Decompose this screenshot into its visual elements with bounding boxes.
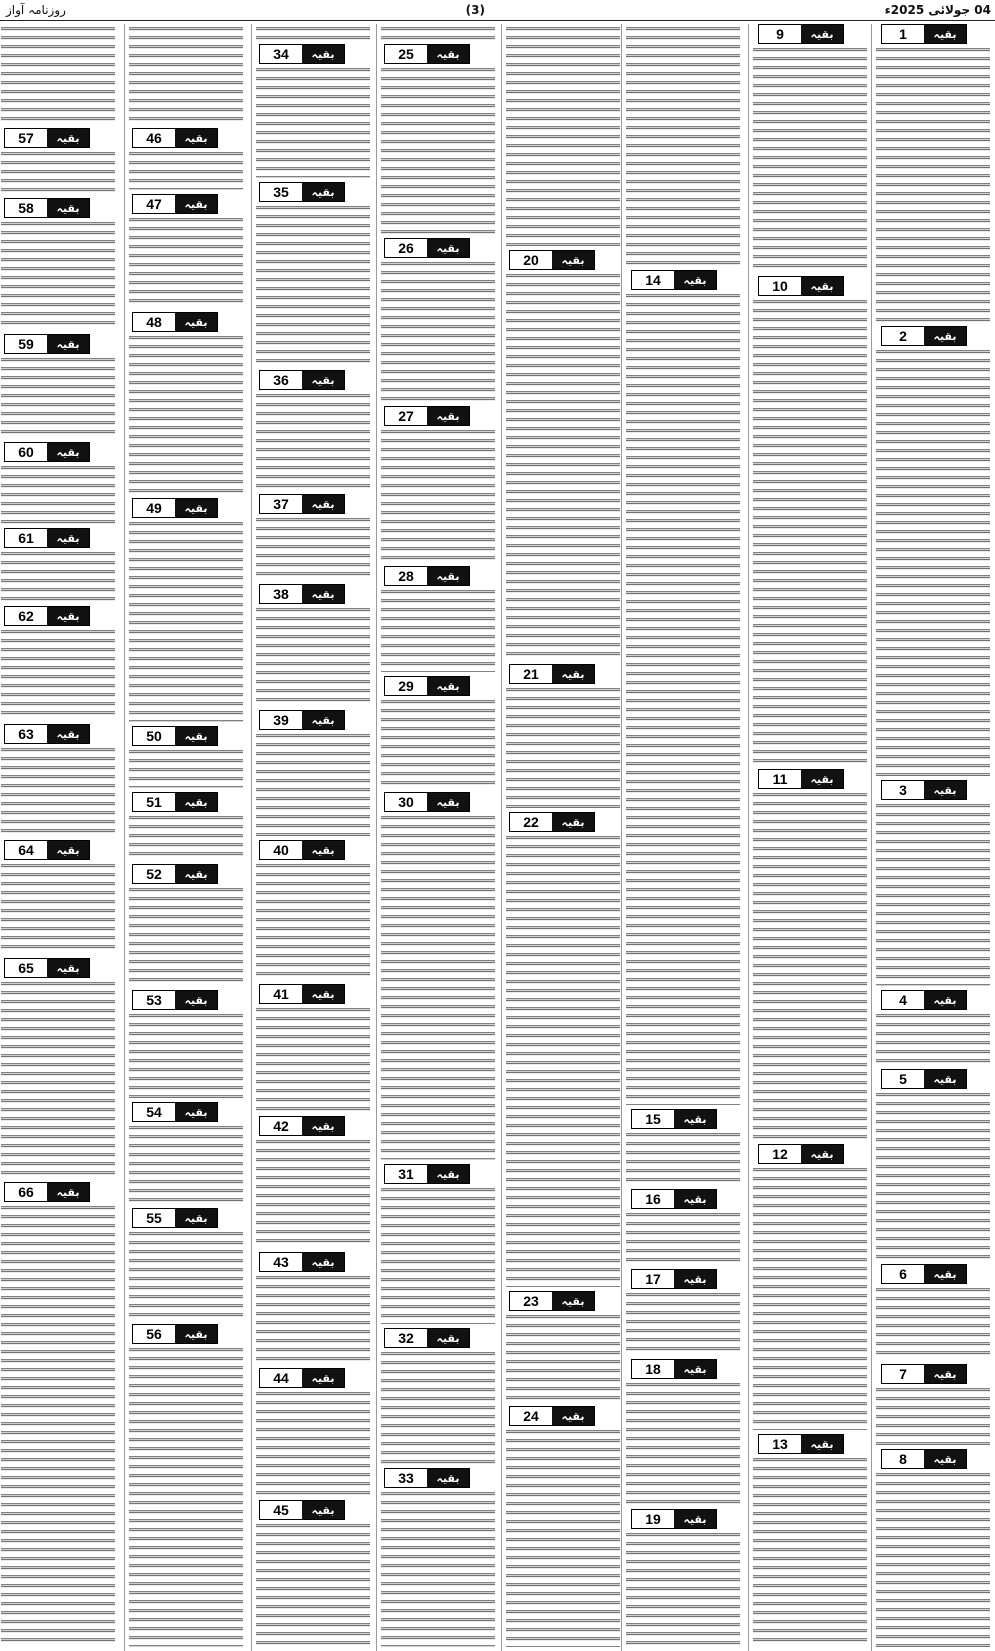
continuation-number: 45	[260, 1501, 302, 1519]
continuation-header	[881, 990, 967, 1010]
continuation-header	[384, 1164, 470, 1184]
continuation-number: 63	[5, 725, 47, 743]
continuation-text	[876, 47, 990, 322]
continuation-header	[881, 1264, 967, 1284]
column-4	[503, 24, 625, 1651]
continuation-text	[381, 815, 495, 1160]
continuation-text	[1, 863, 115, 954]
continuation-text	[256, 205, 370, 366]
continuation-text	[1, 465, 115, 524]
continuation-label: بقیہ	[175, 195, 217, 213]
continuation-header	[509, 812, 595, 832]
continuation-label: بقیہ	[47, 841, 89, 859]
continuation-text	[256, 1139, 370, 1248]
continuation-label: بقیہ	[674, 1270, 716, 1288]
continuation-header	[132, 726, 218, 746]
continuation-label: بقیہ	[302, 495, 344, 513]
continuation-label: بقیہ	[302, 183, 344, 201]
continuation-header	[259, 1252, 345, 1272]
page-header	[0, 0, 995, 21]
continuation-label: بقیہ	[924, 1450, 966, 1468]
column-divider	[251, 24, 252, 1651]
continuation-header	[259, 370, 345, 390]
continuation-number: 44	[260, 1369, 302, 1387]
continuation-number: 47	[133, 195, 175, 213]
continuation-header	[132, 498, 218, 518]
continuation-label: بقیہ	[47, 607, 89, 625]
continuation-label: بقیہ	[302, 1253, 344, 1271]
continuation-number: 48	[133, 313, 175, 331]
continuation-header	[881, 24, 967, 44]
column-1	[873, 24, 995, 1651]
continuation-text	[506, 1429, 620, 1647]
continuation-label: بقیہ	[674, 1110, 716, 1128]
continuation-label: بقیہ	[427, 407, 469, 425]
continuation-label: بقیہ	[175, 1209, 217, 1227]
continuation-label: بقیہ	[175, 129, 217, 147]
continuation-header	[4, 128, 90, 148]
continuation-number: 34	[260, 45, 302, 63]
continuation-text	[381, 429, 495, 562]
continuation-header	[758, 1434, 844, 1454]
continuation-label: بقیہ	[552, 251, 594, 269]
continuation-text	[626, 1212, 740, 1265]
continuation-number: 53	[133, 991, 175, 1009]
continuation-number: 30	[385, 793, 427, 811]
continuation-label: بقیہ	[427, 677, 469, 695]
continuation-text	[129, 815, 243, 860]
continuation-label: بقیہ	[175, 499, 217, 517]
continuation-header	[384, 792, 470, 812]
continuation-text	[256, 733, 370, 836]
continuation-text	[381, 1187, 495, 1324]
continuation-number: 9	[759, 25, 801, 43]
column-divider	[124, 24, 125, 1651]
continuation-number: 18	[632, 1360, 674, 1378]
continuation-text	[129, 1231, 243, 1320]
continuation-text	[381, 1491, 495, 1647]
continuation-text	[256, 1275, 370, 1364]
continuation-number: 41	[260, 985, 302, 1003]
continuation-header	[4, 528, 90, 548]
continuation-header	[881, 326, 967, 346]
continuation-header	[4, 724, 90, 744]
continuation-header	[132, 792, 218, 812]
continuation-label: بقیہ	[801, 277, 843, 295]
continuation-label: بقیہ	[924, 1365, 966, 1383]
continuation-header	[259, 1500, 345, 1520]
continuation-header	[384, 238, 470, 258]
continuation-header	[259, 182, 345, 202]
continuation-number: 46	[133, 129, 175, 147]
continuation-header	[758, 276, 844, 296]
continuation-label: بقیہ	[47, 129, 89, 147]
continuation-header	[259, 494, 345, 514]
continuation-label: بقیہ	[47, 959, 89, 977]
continuation-label: بقیہ	[175, 727, 217, 745]
continuation-text	[626, 293, 740, 1105]
continuation-text	[506, 1314, 620, 1402]
continuation-label: بقیہ	[302, 841, 344, 859]
continuation-label: بقیہ	[552, 665, 594, 683]
continuation-number: 14	[632, 271, 674, 289]
continuation-number: 19	[632, 1510, 674, 1528]
column-6	[253, 24, 375, 1651]
continuation-text	[1, 1205, 115, 1647]
continuation-text	[753, 47, 867, 272]
continuation-text	[256, 863, 370, 980]
continuation-text	[256, 67, 370, 178]
continuation-text	[626, 26, 740, 266]
continuation-label: بقیہ	[552, 1292, 594, 1310]
continuation-header	[631, 1269, 717, 1289]
continuation-text	[876, 1472, 990, 1647]
continuation-header	[259, 984, 345, 1004]
continuation-number: 11	[759, 770, 801, 788]
continuation-label: بقیہ	[47, 529, 89, 547]
continuation-number: 32	[385, 1329, 427, 1347]
continuation-header	[4, 334, 90, 354]
continuation-header	[631, 1189, 717, 1209]
continuation-number: 51	[133, 793, 175, 811]
continuation-text	[381, 26, 495, 40]
continuation-number: 58	[5, 199, 47, 217]
continuation-header	[259, 1368, 345, 1388]
continuation-header	[132, 128, 218, 148]
continuation-text	[256, 1523, 370, 1647]
issue-date: 04 جولائی 2025ء	[884, 3, 991, 17]
continuation-label: بقیہ	[302, 45, 344, 63]
continuation-label: بقیہ	[674, 1190, 716, 1208]
continuation-label: بقیہ	[427, 1165, 469, 1183]
continuation-header	[758, 24, 844, 44]
continuation-number: 23	[510, 1292, 552, 1310]
page-number: (3)	[465, 3, 485, 17]
continuation-text	[256, 1007, 370, 1112]
continuation-number: 2	[882, 327, 924, 345]
continuation-header	[509, 1406, 595, 1426]
continuation-header	[132, 194, 218, 214]
continuation-number: 54	[133, 1103, 175, 1121]
continuation-text	[1, 747, 115, 836]
continuation-text	[506, 273, 620, 660]
continuation-number: 20	[510, 251, 552, 269]
continuation-label: بقیہ	[175, 1325, 217, 1343]
continuation-text	[626, 1382, 740, 1505]
continuation-text	[381, 67, 495, 234]
continuation-text	[129, 217, 243, 308]
continuation-label: بقیہ	[302, 711, 344, 729]
continuation-text	[506, 687, 620, 808]
continuation-label: بقیہ	[674, 1510, 716, 1528]
continuation-header	[132, 1208, 218, 1228]
continuation-text	[1, 151, 115, 194]
continuation-header	[4, 198, 90, 218]
continuation-text	[129, 1013, 243, 1098]
continuation-label: بقیہ	[924, 1070, 966, 1088]
continuation-label: بقیہ	[175, 991, 217, 1009]
continuation-text	[876, 1013, 990, 1065]
continuation-label: بقیہ	[175, 1103, 217, 1121]
continuation-header	[4, 840, 90, 860]
continuation-number: 27	[385, 407, 427, 425]
continuation-label: بقیہ	[47, 335, 89, 353]
continuation-header	[4, 958, 90, 978]
continuation-number: 15	[632, 1110, 674, 1128]
continuation-number: 31	[385, 1165, 427, 1183]
continuation-number: 29	[385, 677, 427, 695]
continuation-number: 1	[882, 25, 924, 43]
continuation-text	[381, 261, 495, 402]
continuation-text	[506, 26, 620, 246]
continuation-header	[881, 780, 967, 800]
continuation-text	[1, 357, 115, 438]
continuation-text	[506, 835, 620, 1287]
continuation-header	[259, 44, 345, 64]
continuation-label: بقیہ	[924, 781, 966, 799]
column-5	[378, 24, 500, 1651]
masthead: روزنامہ آواز	[6, 3, 66, 17]
continuation-label: بقیہ	[47, 443, 89, 461]
continuation-columns	[0, 24, 995, 1651]
continuation-number: 7	[882, 1365, 924, 1383]
continuation-text	[753, 299, 867, 765]
continuation-text	[381, 699, 495, 788]
continuation-label: بقیہ	[302, 1369, 344, 1387]
continuation-number: 26	[385, 239, 427, 257]
continuation-number: 59	[5, 335, 47, 353]
continuation-text	[256, 607, 370, 706]
continuation-text	[1, 551, 115, 602]
continuation-text	[381, 1351, 495, 1464]
continuation-label: بقیہ	[302, 1501, 344, 1519]
continuation-number: 10	[759, 277, 801, 295]
continuation-label: بقیہ	[302, 371, 344, 389]
continuation-header	[758, 769, 844, 789]
continuation-text	[256, 517, 370, 580]
continuation-text	[129, 749, 243, 788]
continuation-number: 24	[510, 1407, 552, 1425]
continuation-header	[509, 664, 595, 684]
continuation-header	[509, 250, 595, 270]
continuation-header	[384, 676, 470, 696]
column-divider	[748, 24, 749, 1651]
continuation-label: بقیہ	[924, 991, 966, 1009]
continuation-number: 50	[133, 727, 175, 745]
continuation-header	[132, 864, 218, 884]
continuation-header	[881, 1364, 967, 1384]
continuation-number: 62	[5, 607, 47, 625]
continuation-text	[753, 1457, 867, 1647]
continuation-number: 35	[260, 183, 302, 201]
continuation-label: بقیہ	[427, 793, 469, 811]
continuation-header	[259, 584, 345, 604]
continuation-label: بقیہ	[427, 567, 469, 585]
continuation-header	[4, 1182, 90, 1202]
continuation-label: بقیہ	[801, 1145, 843, 1163]
continuation-number: 64	[5, 841, 47, 859]
continuation-header	[132, 312, 218, 332]
continuation-number: 42	[260, 1117, 302, 1135]
continuation-label: بقیہ	[552, 1407, 594, 1425]
continuation-number: 21	[510, 665, 552, 683]
continuation-text	[129, 887, 243, 986]
continuation-label: بقیہ	[801, 1435, 843, 1453]
continuation-header	[881, 1069, 967, 1089]
continuation-number: 16	[632, 1190, 674, 1208]
column-7	[126, 24, 248, 1651]
continuation-header	[132, 1102, 218, 1122]
continuation-number: 17	[632, 1270, 674, 1288]
continuation-header	[384, 566, 470, 586]
continuation-number: 49	[133, 499, 175, 517]
continuation-number: 8	[882, 1450, 924, 1468]
continuation-text	[1, 221, 115, 330]
continuation-label: بقیہ	[427, 1329, 469, 1347]
continuation-header	[631, 1359, 717, 1379]
continuation-label: بقیہ	[175, 865, 217, 883]
continuation-number: 4	[882, 991, 924, 1009]
continuation-label: بقیہ	[801, 770, 843, 788]
continuation-header	[384, 1328, 470, 1348]
column-divider	[376, 24, 377, 1651]
continuation-label: بقیہ	[427, 45, 469, 63]
continuation-label: بقیہ	[924, 25, 966, 43]
continuation-text	[626, 1292, 740, 1355]
continuation-text	[626, 1132, 740, 1185]
continuation-label: بقیہ	[552, 813, 594, 831]
continuation-number: 60	[5, 443, 47, 461]
column-8	[0, 24, 120, 1651]
continuation-label: بقیہ	[801, 25, 843, 43]
continuation-text	[876, 803, 990, 986]
continuation-number: 22	[510, 813, 552, 831]
continuation-label: بقیہ	[175, 313, 217, 331]
continuation-number: 52	[133, 865, 175, 883]
continuation-label: بقیہ	[674, 1360, 716, 1378]
continuation-label: بقیہ	[47, 725, 89, 743]
continuation-text	[1, 26, 115, 124]
column-3	[623, 24, 745, 1651]
continuation-header	[631, 270, 717, 290]
continuation-text	[753, 1167, 867, 1430]
continuation-text	[129, 1125, 243, 1204]
continuation-text	[256, 393, 370, 490]
continuation-label: بقیہ	[302, 1117, 344, 1135]
column-2	[750, 24, 872, 1651]
continuation-number: 38	[260, 585, 302, 603]
continuation-label: بقیہ	[302, 985, 344, 1003]
continuation-header	[881, 1449, 967, 1469]
continuation-text	[1, 981, 115, 1178]
continuation-text	[129, 521, 243, 722]
continuation-header	[384, 1468, 470, 1488]
continuation-number: 3	[882, 781, 924, 799]
continuation-number: 55	[133, 1209, 175, 1227]
continuation-label: بقیہ	[47, 199, 89, 217]
continuation-text	[876, 1287, 990, 1360]
continuation-number: 37	[260, 495, 302, 513]
continuation-header	[132, 1324, 218, 1344]
continuation-header	[4, 442, 90, 462]
continuation-label: بقیہ	[924, 327, 966, 345]
continuation-text	[1, 629, 115, 720]
continuation-number: 65	[5, 959, 47, 977]
continuation-number: 13	[759, 1435, 801, 1453]
continuation-label: بقیہ	[427, 1469, 469, 1487]
continuation-header	[509, 1291, 595, 1311]
continuation-header	[259, 840, 345, 860]
continuation-label: بقیہ	[47, 1183, 89, 1201]
continuation-label: بقیہ	[674, 271, 716, 289]
continuation-number: 28	[385, 567, 427, 585]
column-divider	[501, 24, 502, 1651]
continuation-text	[876, 1092, 990, 1260]
continuation-number: 5	[882, 1070, 924, 1088]
continuation-text	[626, 1532, 740, 1647]
continuation-header	[631, 1109, 717, 1129]
continuation-label: بقیہ	[924, 1265, 966, 1283]
continuation-text	[129, 151, 243, 190]
continuation-header	[631, 1509, 717, 1529]
continuation-header	[758, 1144, 844, 1164]
continuation-label: بقیہ	[427, 239, 469, 257]
continuation-number: 33	[385, 1469, 427, 1487]
continuation-header	[384, 406, 470, 426]
continuation-number: 25	[385, 45, 427, 63]
continuation-number: 57	[5, 129, 47, 147]
continuation-label: بقیہ	[175, 793, 217, 811]
continuation-header	[132, 990, 218, 1010]
continuation-number: 56	[133, 1325, 175, 1343]
continuation-number: 66	[5, 1183, 47, 1201]
continuation-header	[259, 1116, 345, 1136]
continuation-number: 39	[260, 711, 302, 729]
continuation-text	[876, 349, 990, 776]
continuation-text	[129, 1347, 243, 1647]
continuation-text	[753, 792, 867, 1140]
continuation-text	[256, 26, 370, 40]
continuation-label: بقیہ	[302, 585, 344, 603]
continuation-text	[876, 1387, 990, 1445]
continuation-number: 40	[260, 841, 302, 859]
continuation-text	[129, 335, 243, 494]
continuation-number: 12	[759, 1145, 801, 1163]
continuation-number: 6	[882, 1265, 924, 1283]
continuation-header	[259, 710, 345, 730]
continuation-text	[256, 1391, 370, 1496]
continuation-number: 43	[260, 1253, 302, 1271]
continuation-number: 61	[5, 529, 47, 547]
continuation-text	[381, 589, 495, 672]
continuation-header	[384, 44, 470, 64]
continuation-text	[129, 26, 243, 124]
continuation-header	[4, 606, 90, 626]
continuation-number: 36	[260, 371, 302, 389]
